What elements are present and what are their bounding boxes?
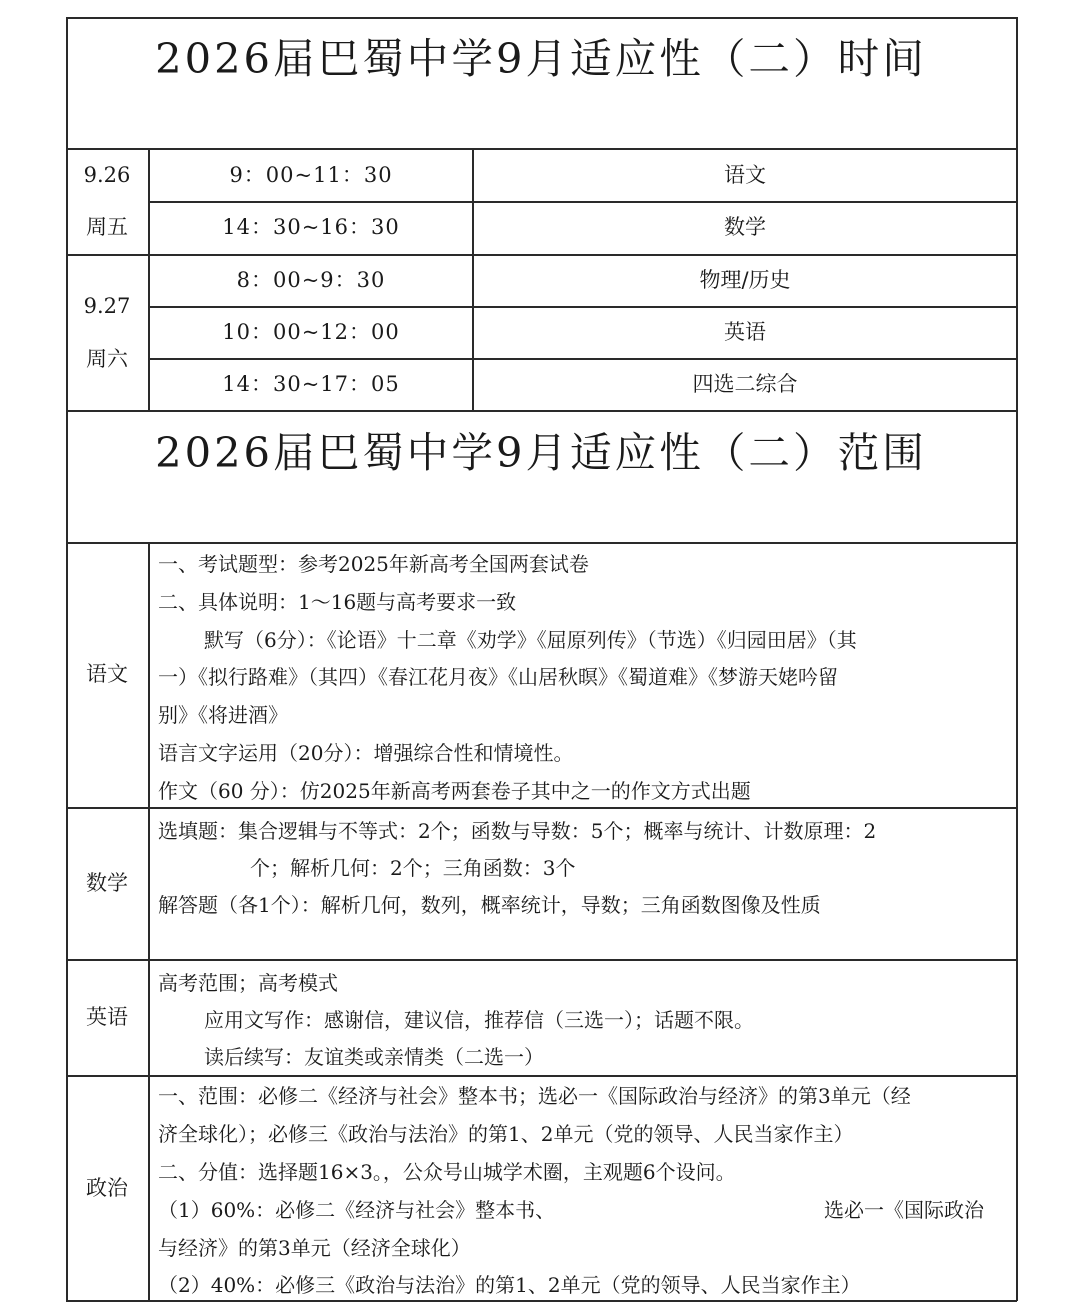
session-time: 8：00~9：30	[236, 268, 386, 292]
table-border-left	[66, 17, 68, 1301]
table-rule	[66, 807, 1017, 809]
session-subject: 语文	[724, 163, 766, 187]
table-rule	[66, 410, 1017, 412]
scope-line: 选必一《国际政治	[824, 1198, 984, 1222]
scope-line: 一、范围：必修二《经济与社会》整本书；选必一《国际政治与经济》的第3单元（经	[158, 1084, 911, 1108]
session-time: 10：00~12：00	[222, 320, 400, 344]
scope-line: 与经济》的第3单元（经济全球化）	[158, 1236, 471, 1260]
table-rule	[66, 254, 1017, 256]
table-rule	[66, 959, 1017, 961]
day-date: 9.27	[83, 294, 131, 318]
scope-line: 语言文字运用（20分）：增强综合性和情境性。	[158, 741, 574, 765]
table-rule	[148, 306, 1017, 308]
table-rule	[148, 201, 1017, 203]
session-subject: 四选二综合	[692, 372, 798, 396]
scope-line: 二、分值：选择题16×3。，公众号山城学术圈，主观题6个设问。	[158, 1160, 736, 1184]
scope-line: （1）60%：必修二《经济与社会》整本书、	[158, 1198, 556, 1222]
table-border-top	[66, 17, 1017, 19]
session-subject: 物理/历史	[699, 268, 791, 292]
session-time: 9：00~11：30	[229, 163, 393, 187]
table-rule	[66, 542, 1017, 544]
scope-line: 作文（60 分）：仿2025年新高考两套卷子其中之一的作文方式出题	[158, 779, 751, 803]
table-rule	[66, 148, 1017, 150]
time-title: 2026届巴蜀中学9月适应性（二）时间	[155, 34, 927, 83]
session-time: 14：30~16：30	[222, 215, 400, 239]
subject-label-english: 英语	[86, 1005, 128, 1029]
scope-line: 个；解析几何：2个；三角函数：3个	[250, 856, 576, 880]
scope-line: 济全球化）；必修三《政治与法治》的第1、2单元（党的领导、人民当家作主）	[158, 1122, 854, 1146]
table-rule	[148, 358, 1017, 360]
table-border-right	[1016, 17, 1018, 1301]
table-divider	[148, 542, 150, 1301]
table-border-bottom	[66, 1300, 1017, 1302]
scope-line: 高考范围；高考模式	[158, 971, 338, 995]
scope-line: 默写（6分）：《论语》十二章《劝学》《屈原列传》（节选）《归园田居》（其	[204, 628, 857, 652]
subject-label-chinese: 语文	[86, 662, 128, 686]
scope-line: 解答题（各1个）：解析几何，数列，概率统计，导数；三角函数图像及性质	[158, 893, 821, 917]
scope-line: 二、具体说明：1～16题与高考要求一致	[158, 590, 517, 614]
scope-line: （2）40%：必修三《政治与法治》的第1、2单元（党的领导、人民当家作主）	[158, 1273, 861, 1297]
scope-line: 一）《拟行路难》（其四）《春江花月夜》《山居秋暝》《蜀道难》《梦游天姥吟留	[158, 665, 838, 689]
scope-line: 一、考试题型：参考2025年新高考全国两套试卷	[158, 552, 589, 576]
session-subject: 英语	[724, 320, 766, 344]
subject-label-politics: 政治	[86, 1176, 128, 1200]
scope-title: 2026届巴蜀中学9月适应性（二）范围	[155, 428, 927, 477]
day-weekday: 周五	[86, 215, 128, 239]
table-rule	[66, 1075, 1017, 1077]
day-date: 9.26	[83, 163, 131, 187]
scope-line: 别》《将进酒》	[158, 703, 288, 727]
session-subject: 数学	[724, 215, 766, 239]
scope-line: 应用文写作：感谢信，建议信，推荐信（三选一）；话题不限。	[204, 1008, 754, 1032]
scope-line: 选填题：集合逻辑与不等式：2个；函数与导数：5个；概率与统计、计数原理：2	[158, 819, 877, 843]
subject-label-math: 数学	[86, 871, 128, 895]
day-weekday: 周六	[86, 347, 128, 371]
session-time: 14：30~17：05	[222, 372, 400, 396]
scope-line: 读后续写：友谊类或亲情类（二选一）	[204, 1045, 544, 1069]
